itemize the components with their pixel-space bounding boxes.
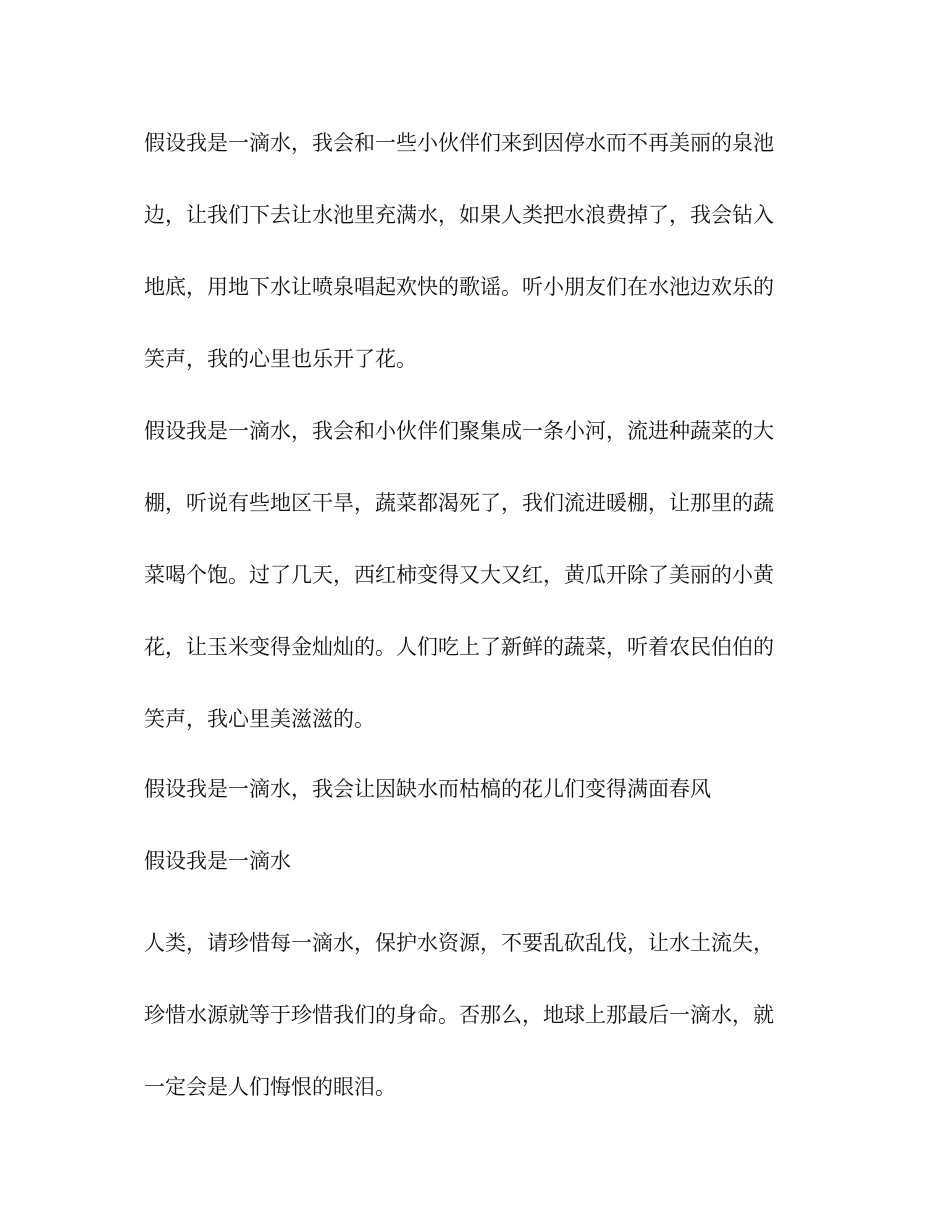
paragraph-4-line-1: 假设我是一滴水: [144, 849, 291, 873]
paragraph-1-line-1: 假设我是一滴水，我会和一些小伙伴们来到因停水而不再美丽的泉池: [144, 131, 774, 155]
paragraph-1-line-2: 边，让我们下去让水池里充满水，如果人类把水浪费掉了，我会钻入: [144, 203, 774, 227]
paragraph-5-line-1: 人类，请珍惜每一滴水，保护水资源，不要乱砍乱伐，让水土流失，: [144, 931, 774, 955]
paragraph-2-line-4: 花，让玉米变得金灿灿的。人们吃上了新鲜的蔬菜，听着农民伯伯的: [144, 635, 774, 659]
paragraph-1-line-3: 地底，用地下水让喷泉唱起欢快的歌谣。听小朋友们在水池边欢乐的: [144, 275, 774, 299]
paragraph-1-line-4: 笑声，我的心里也乐开了花。: [144, 347, 417, 371]
paragraph-3-line-1: 假设我是一滴水，我会让因缺水而枯槁的花儿们变得满面春风: [144, 777, 711, 801]
paragraph-2-line-5: 笑声，我心里美滋滋的。: [144, 707, 375, 731]
paragraph-5-line-2: 珍惜水源就等于珍惜我们的身命。否那么，地球上那最后一滴水，就: [144, 1003, 774, 1027]
paragraph-2-line-1: 假设我是一滴水，我会和小伙伴们聚集成一条小河，流进种蔬菜的大: [144, 419, 774, 443]
paragraph-2-line-3: 菜喝个饱。过了几天，西红柿变得又大又红，黄瓜开除了美丽的小黄: [144, 563, 774, 587]
paragraph-2-line-2: 棚，听说有些地区干旱，蔬菜都渴死了，我们流进暖棚，让那里的蔬: [144, 491, 774, 515]
paragraph-5-line-3: 一定会是人们悔恨的眼泪。: [144, 1075, 396, 1099]
